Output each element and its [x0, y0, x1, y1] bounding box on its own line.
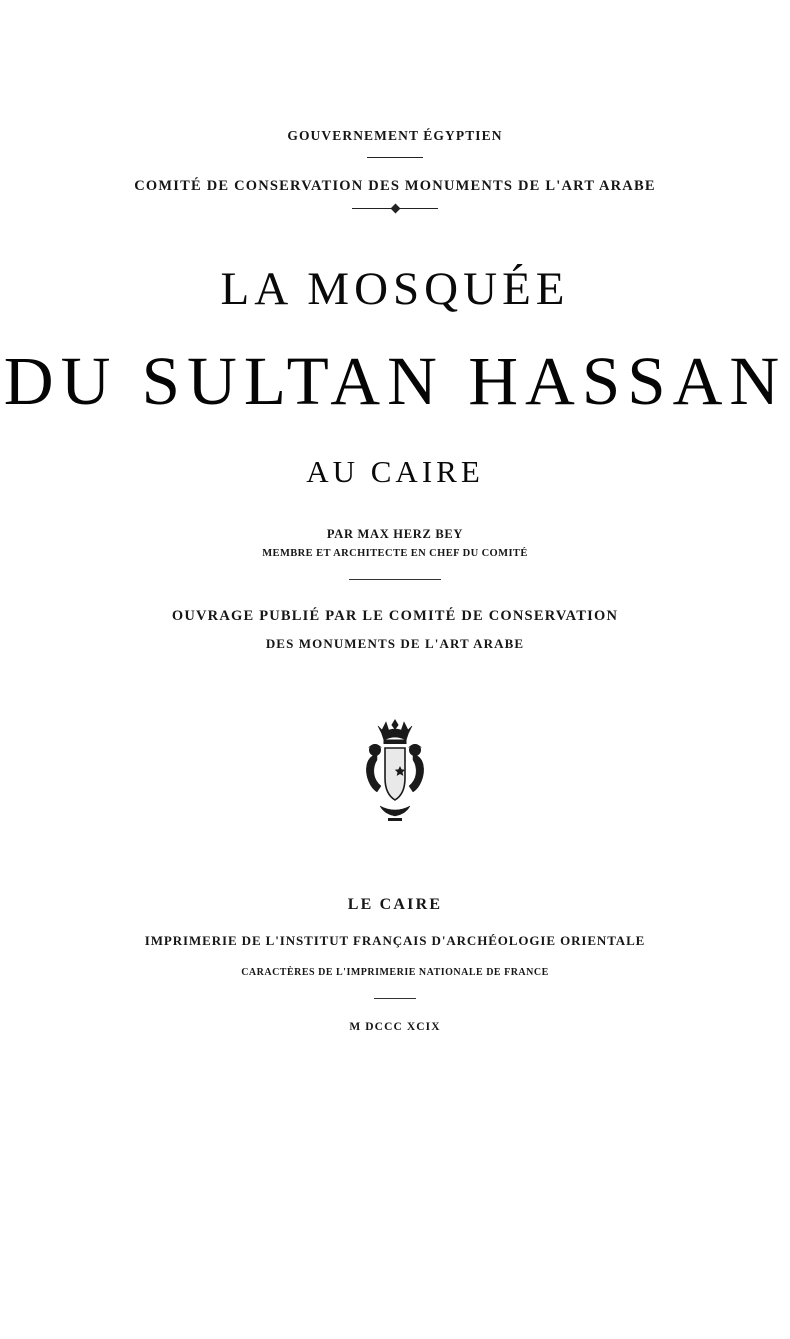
divider-rule-dashed: [349, 579, 441, 580]
committee-line: COMITÉ DE CONSERVATION DES MONUMENTS DE L'ART ARABE: [134, 178, 656, 194]
imprint-year: M DCCC XCIX: [349, 1021, 441, 1033]
royal-coat-of-arms-icon: [330, 714, 460, 834]
publication-line-1: OUVRAGE PUBLIÉ PAR LE COMITÉ DE CONSERVATION: [171, 608, 619, 624]
imprint-city: LE CAIRE: [347, 896, 443, 913]
author-role: MEMBRE ET ARCHITECTE EN CHEF DU COMITÉ: [262, 548, 528, 559]
title-line-2: DU SULTAN HASSAN: [3, 343, 787, 419]
imprint-press: IMPRIMERIE DE L'INSTITUT FRANÇAIS D'ARCHÉOLOGIE ORIENTALE: [144, 933, 646, 948]
author-name: PAR MAX HERZ BEY: [326, 527, 464, 541]
imprint-characters: CARACTÈRES DE L'IMPRIMERIE NATIONALE DE FRANCE: [241, 967, 549, 978]
crest-container: [0, 714, 790, 834]
title-line-1: LA MOSQUÉE: [220, 263, 570, 315]
title-page: [0, 128, 790, 1339]
publication-line-2: DES MONUMENTS DE L'ART ARABE: [265, 636, 525, 651]
divider-rule-ornamented: [352, 204, 438, 214]
title-line-3: AU CAIRE: [306, 454, 484, 489]
divider-rule-short: [367, 157, 423, 158]
divider-rule-tiny: [374, 998, 416, 999]
government-line: GOUVERNEMENT ÉGYPTIEN: [287, 128, 503, 143]
